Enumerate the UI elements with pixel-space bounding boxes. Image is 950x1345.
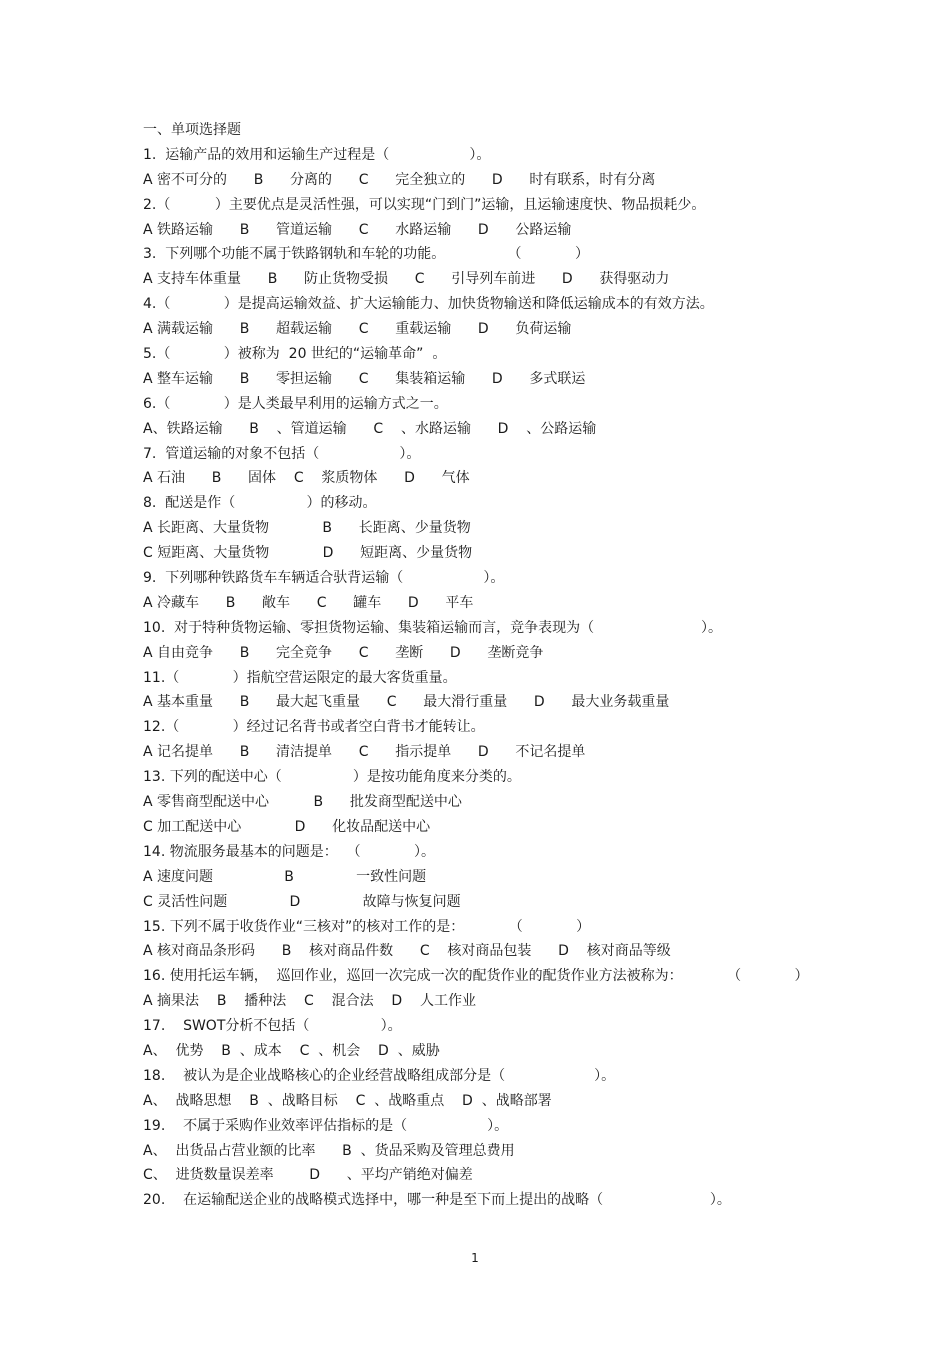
question-list (143, 118, 833, 1213)
question-line: A 石油 B 固体 C 浆质物体 D 气体 (143, 470, 470, 487)
question-line: A 满载运输 B 超载运输 C 重载运输 D 负荷运输 (143, 321, 572, 338)
question-line: C、 进货数量误差率 D 、平均产销绝对偏差 (143, 1167, 473, 1184)
question-line: A 冷藏车 B 敞车 C 罐车 D 平车 (143, 594, 474, 611)
question-line: 17. SWOT分析不包括（ ）。 (143, 1018, 402, 1035)
question-line: A 自由竞争 B 完全竞争 C 垄断 D 垄断竞争 (143, 644, 544, 661)
question-line: A、 出货品占营业额的比率 B 、货品采购及管理总费用 (143, 1142, 515, 1159)
question-line: C 加工配送中心 D 化妆品配送中心 (143, 818, 431, 835)
section-title: 一、单项选择题 (143, 122, 241, 138)
question-line: 10. 对于特种货物运输、零担货物运输、集装箱运输而言，竞争表现为（ ）。 (143, 619, 722, 636)
question-line: A 速度问题 B 一致性问题 (143, 868, 427, 885)
question-line: 20. 在运输配送企业的战略模式选择中，哪一种是至下而上提出的战略（ ）。 (143, 1192, 731, 1209)
question-line: A 零售商型配送中心 B 批发商型配送中心 (143, 794, 462, 811)
question-line: C 短距离、大量货物 D 短距离、少量货物 (143, 545, 473, 562)
question-line: A 密不可分的 B 分离的 C 完全独立的 D 时有联系，时有分离 (143, 171, 656, 188)
question-line: A、 优势 B 、成本 C 、机会 D 、威胁 (143, 1042, 440, 1059)
question-line: A 铁路运输 B 管道运输 C 水路运输 D 公路运输 (143, 221, 572, 238)
question-line: C 灵活性问题 D 故障与恢复问题 (143, 893, 461, 910)
question-line: 1. 运输产品的效用和运输生产过程是（ ）。 (143, 146, 491, 163)
question-line: A、铁路运输 B 、管道运输 C 、水路运输 D 、公路运输 (143, 420, 597, 437)
question-line: 11.（ ）指航空营运限定的最大客货重量。 (143, 669, 457, 686)
question-line: 3. 下列哪个功能不属于铁路钢轨和车轮的功能。 （ ） (143, 246, 589, 263)
question-line: A 支持车体重量 B 防止货物受损 C 引导列车前进 D 获得驱动力 (143, 271, 670, 288)
question-line: 2.（ ）主要优点是灵活性强，可以实现“门到门”运输，且运输速度快、物品损耗少。 (143, 196, 706, 213)
question-line: 18. 被认为是企业战略核心的企业经营战略组成部分是（ ）。 (143, 1067, 616, 1084)
question-line: A 整车运输 B 零担运输 C 集装箱运输 D 多式联运 (143, 370, 586, 387)
question-line: A 核对商品条形码 B 核对商品件数 C 核对商品包装 D 核对商品等级 (143, 943, 671, 960)
question-line: 14. 物流服务最基本的问题是： （ ）。 (143, 843, 436, 860)
question-line: 15. 下列不属于收货作业“三核对”的核对工作的是： （ ） (143, 918, 591, 935)
question-line: 16. 使用托运车辆， 巡回作业，巡回一次完成一次的配货作业的配货作业方法被称为： （ ） (143, 968, 809, 985)
page-number: 1 (471, 1251, 479, 1265)
question-line: 4.（ ）是提高运输效益、扩大运输能力、加快货物输送和降低运输成本的有效方法。 (143, 296, 714, 313)
question-line: A 基本重量 B 最大起飞重量 C 最大滑行重量 D 最大业务载重量 (143, 694, 670, 711)
question-line: 13. 下列的配送中心（ ）是按功能角度来分类的。 (143, 769, 521, 786)
question-line: A、 战略思想 B 、战略目标 C 、战略重点 D 、战略部署 (143, 1092, 552, 1109)
question-line: 5.（ ）被称为 20 世纪的“运输革命” 。 (143, 346, 447, 363)
question-line: 7. 管道运输的对象不包括（ ）。 (143, 445, 421, 462)
question-line: A 长距离、大量货物 B 长距离、少量货物 (143, 520, 471, 537)
question-line: 8. 配送是作（ ）的移动。 (143, 495, 377, 512)
question-line: 12.（ ）经过记名背书或者空白背书才能转让。 (143, 719, 485, 736)
question-line: A 记名提单 B 清洁提单 C 指示提单 D 不记名提单 (143, 744, 586, 761)
question-line: 9. 下列哪种铁路货车车辆适合驮背运输（ ）。 (143, 570, 505, 587)
question-line: 6.（ ）是人类最早利用的运输方式之一。 (143, 395, 448, 412)
question-line: 19. 不属于采购作业效率评估指标的是（ ）。 (143, 1117, 509, 1134)
question-line: A 摘果法 B 播种法 C 混合法 D 人工作业 (143, 993, 476, 1010)
